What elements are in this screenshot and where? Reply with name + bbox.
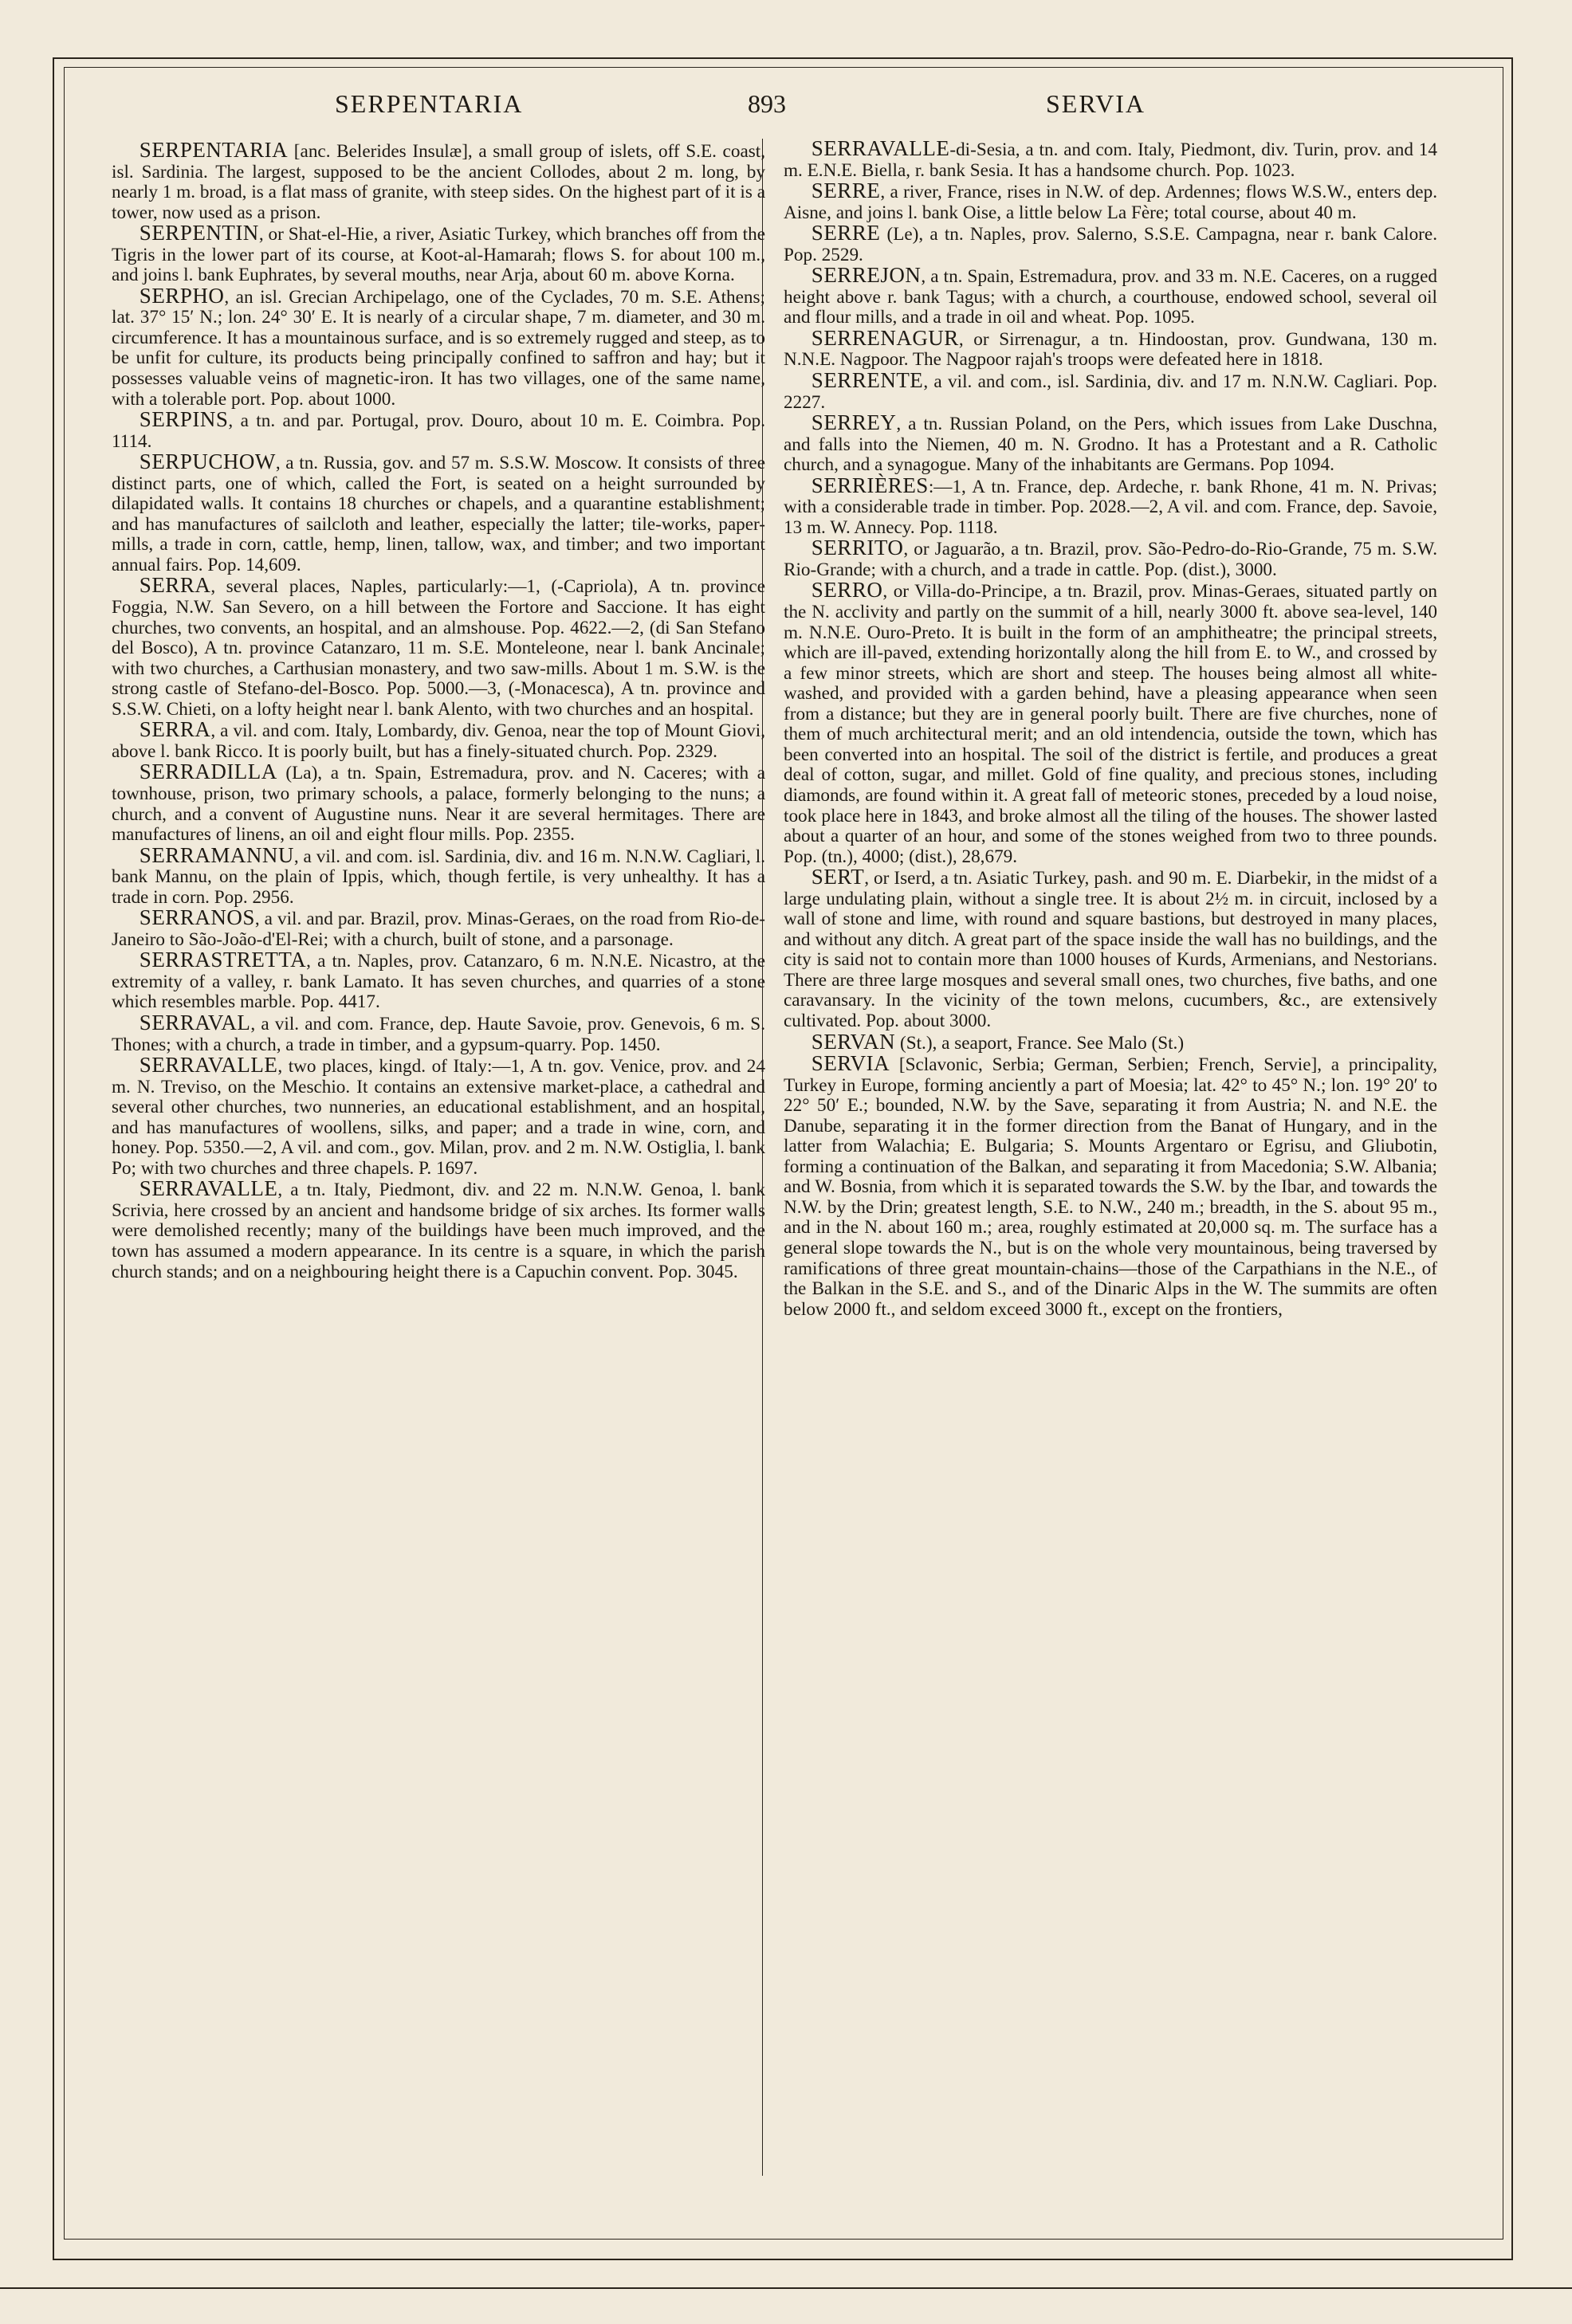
entry-headword: SERRAVALLE — [811, 136, 950, 160]
gazetteer-entry — [112, 283, 765, 410]
entry-text: , a tn. Italy, Piedmont, div. and 22 m. N.N.W. Genoa, l. bank Scrivia, here crossed by an ancient and handsome bridge of six arches. Its former walls were demolished recently; many of the buildings have been much improved, and the town has assumed a modern appearance. In its centre is a square, in which the parish church stands; and on a neighbouring height there is a Capuchin convent. Pop. 3045. — [112, 1180, 765, 1282]
entry-headword: SERRE — [811, 221, 881, 245]
entry-headword: SERRENTE — [811, 368, 924, 393]
entry-headword: SERREY — [811, 410, 897, 435]
entry-headword: SERPUCHOW — [139, 449, 276, 474]
entry-headword: SERRA — [139, 573, 211, 598]
gazetteer-entry — [784, 867, 1437, 1031]
entry-headword: SERRITO — [811, 536, 904, 560]
entry-headword: SERRIÈRES — [811, 473, 929, 497]
entry-headword: SERPENTIN — [139, 221, 259, 245]
entry-text: , or Shat-el-Hie, a river, Asiatic Turkey, which branches off from the Tigris in the lower part of its course, at Koot-al-Hamarah; flows S. for about 100 m., and joins l. bank Euphrates, by several mouths, near Arja, about 60 m. above Korna. — [112, 224, 765, 286]
entry-text: , a vil. and com. Italy, Lombardy, div. Genoa, near the top of Mount Giovi, above l. bank Ricco. It is poorly built, but has a finely-situated church. Pop. 2329. — [112, 720, 765, 762]
entry-text: , a vil. and com., isl. Sardinia, div. and 17 m. N.N.W. Cagliari. Pop. 2227. — [784, 371, 1437, 413]
entry-text: , an isl. Grecian Archipelago, one of the Cyclades, 70 m. S.E. Athens; lat. 37° 15′ N.; lon. 24° 30′ E. It is nearly of a circular shape, 7 m. diameter, and 30 m. circumference. It has a mountainous surface, and is so extremely rugged and steep, as to be unfit for culture, its products being principally confined to saffron and hay; but it possesses valuable veins of magnetic-iron. It has two villages, one of the same name, with a tolerable port. Pop. about 1000. — [112, 286, 765, 410]
entry-text: , or Iserd, a tn. Asiatic Turkey, pash. and 90 m. E. Diarbekir, in the midst of a large undulating plain, without a single tree. It is about 2½ m. in circuit, inclosed by a wall of stone and lime, with round and square bastions, but destroyed in many places, and without any ditch. A great part of the space inside the wall has no buildings, and the city is said not to contain more than 1000 houses of Kurds, Armenians, and Nestorians. There are three large mosques and several small ones, two churches, five baths, and one caravansary. In the vicinity of the town melons, cucumbers, &c., are extensively cultivated. Pop. about 3000. — [784, 868, 1437, 1031]
entry-headword: SERT — [811, 865, 865, 889]
gazetteer-entry — [112, 1010, 765, 1055]
entry-text: , a tn. Russia, gov. and 57 m. S.S.W. Moscow. It consists of three distinct parts, one of which, called the Fort, is seated on a height surrounded by dilapidated walls. It contains 18 churches or chapels, and a quarantine establishment; and has manufactures of sailcloth and leather, especially the latter; tile-works, paper-mills, a trade in corn, cattle, hemp, linen, tallow, wax, and timber; and two important annual fairs. Pop. 14,609. — [112, 453, 765, 575]
gazetteer-entry — [784, 1051, 1437, 1320]
entry-text: , a vil. and par. Brazil, prov. Minas-Geraes, on the road from Rio-de-Janeiro to São-João-d'El-Rei; with a church, built of stone, and a parsonage. — [112, 909, 765, 950]
left-guide-word: SERPENTARIA — [335, 89, 524, 118]
entry-headword: SERRAMANNU — [139, 842, 294, 867]
gazetteer-entry — [784, 223, 1437, 265]
entry-headword: SERRA — [139, 717, 211, 742]
running-head — [0, 89, 1572, 129]
gazetteer-entry — [784, 1029, 1437, 1054]
entry-headword: SERRAVALLE — [139, 1053, 278, 1078]
gazetteer-entry — [112, 223, 765, 286]
gazetteer-entry — [112, 140, 765, 223]
left-column — [112, 140, 765, 1282]
entry-text: , a river, France, rises in N.W. of dep. Ardennes; flows W.S.W., enters dep. Aisne, and joins l. bank Oise, a little below La Fère; total course, about 40 m. — [784, 182, 1437, 223]
entry-text: (La), a tn. Spain, Estremadura, prov. and N. Caceres; with a townhouse, prison, two primary schools, a palace, formerly belonging to the nuns; a church, and a convent of Augustine nuns. Near it are several hermitages. There are manufactures of linens, an oil and eight flour mills. Pop. 2355. — [112, 763, 765, 846]
gazetteer-entry — [784, 325, 1437, 371]
entry-text: (Le), a tn. Naples, prov. Salerno, S.S.E. Campagna, near r. bank Calore. Pop. 2529. — [784, 224, 1437, 265]
entry-text: , a tn. Spain, Estremadura, prov. and 33 m. N.E. Caceres, on a rugged height above r. bank Tagus; with a church, a courthouse, endowed school, several oil and flour mills, and a trade in oil and wheat. Pop. 1095. — [784, 266, 1437, 328]
entry-text: , a vil. and com. isl. Sardinia, div. and 16 m. N.N.W. Cagliari, l. bank Mannu, on the plain of Ippis, which, though fertile, is very unhealthy. It has a trade in corn. Pop. 2956. — [112, 846, 765, 908]
entry-headword: SERRASTRETTA — [139, 948, 307, 972]
right-column — [784, 136, 1437, 1320]
gazetteer-entry — [112, 449, 765, 575]
bottom-rule — [0, 2287, 1572, 2289]
entry-text: [anc. Belerides Insulæ], a small group of islets, off S.E. coast, isl. Sardinia. The largest, supposed to be the ancient Collodes, about 2 m. long, by nearly 1 m. broad, is a flat mass of granite, with steep sides. On the highest part of it is a tower, now used as a prison. — [112, 141, 765, 223]
entry-text: , a vil. and com. France, dep. Haute Savoie, prov. Genevois, 6 m. S. Thones; with a church, a trade in timber, and a gypsum-quarry. Pop. 1450. — [112, 1013, 765, 1055]
gazetteer-entry — [112, 575, 765, 720]
gazetteer-entry — [112, 1055, 765, 1179]
entry-text: (St.), a seaport, France. See Malo (St.) — [895, 1032, 1185, 1054]
entry-text: , or Villa-do-Principe, a tn. Brazil, prov. Minas-Geraes, situated partly on the N. acclivity and partly on the summit of a hill, nearly 3000 ft. above sea-level, 140 m. N.N.E. Ouro-Preto. It is built in the form of an amphitheatre; the principal streets, which are ill-paved, extending horizontally along the hill from E. to W., and crossed by a few minor streets, which are short and steep. The houses being almost all white-washed, and provided with a garden behind, have a pleasing appearance when seen from a distance; but they are in general poorly built. There are five churches, none of them of much architectural merit; and an old intendencia, outside the town, which has been converted into an hospital. The soil of the district is fertile, and produces a great deal of cotton, sugar, and millet. Gold of fine quality, and precious stones, including diamonds, are found within it. A great fall of meteoric stones, preceded by a loud noise, took place here in 1843, and broke almost all the tiling of the houses. The shower lasted about a quarter of an hour, and some of the stones weighed from two to three pounds. Pop. (tn.), 4000; (dist.), 28,679. — [784, 581, 1437, 867]
entry-text: -di-Sesia, a tn. and com. Italy, Piedmont, div. Turin, prov. and 14 m. E.N.E. Biella, r. bank Sesia. It has a handsome church. Pop. 1023. — [784, 139, 1437, 181]
gazetteer-entry — [784, 473, 1437, 539]
gazetteer-entry — [784, 181, 1437, 223]
gazetteer-entry — [784, 580, 1437, 867]
entry-text: [Sclavonic, Serbia; German, Serbien; French, Servie], a principality, Turkey in Europe, forming anciently a part of Moesia; lat. 42° to 45° N.; lon. 19° 20′ to 22° 50′ E.; bounded, N.W. by the Save, separating it from Austria; N. and N.E. the Danube, separating it in the former direction from the Banat of Hungary, and in the latter from Walachia; E. Bulgaria; S. Mounts Argentaro or Egrisu, and Gliubotin, forming a continuation of the Balkan, and separating it from Macedonia; S.W. Albania; and W. Bosnia, from which it is separated towards the S.W. by the Ibar, and towards the N.W. by the Drin; greatest length, S.E. to N.W., 240 m.; breadth, in the S. about 95 m., and in the N. about 160 m.; area, roughly estimated at 20,000 sq. m. The surface has a general slope towards the N., but is on the whole very mountainous, being traversed by ramifications of three great mountain-chains—those of the Carpathians in the N.E., of the Balkan in the S.E. and S., and of the Dinaric Alps in the W. The summits are often below 2000 ft., and seldom exceed 3000 ft., except on the frontiers, — [784, 1054, 1437, 1320]
gazetteer-entry — [112, 717, 765, 762]
gazetteer-entry — [112, 1176, 765, 1282]
entry-text: , two places, kingd. of Italy:—1, A tn. gov. Venice, prov. and 24 m. N. Treviso, on the Meschio. It contains an extensive market-place, a cathedral and several other churches, two nunneries, an educational establishment, and an hospital, and has manufactures of woollens, silks, and paper; and a trade in wine, corn, and honey. Pop. 5350.—2, A vil. and com., gov. Milan, prov. and 2 m. N.W. Ostiglia, l. bank Po; with two churches and three chapels. P. 1697. — [112, 1056, 765, 1179]
gazetteer-entry — [784, 265, 1437, 328]
entry-headword: SERPINS — [139, 407, 229, 432]
entry-headword: SERRO — [811, 578, 883, 603]
entry-headword: SERRE — [811, 179, 881, 203]
gazetteer-entry — [112, 842, 765, 909]
entry-text: , a tn. Naples, prov. Catanzaro, 6 m. N.N.E. Nicastro, at the extremity of a valley, r. bank Lamato. It has seven churches, and quarries of a stone which resembles marble. Pop. 4417. — [112, 951, 765, 1013]
entry-text: :—1, A tn. France, dep. Ardeche, r. bank Rhone, 41 m. N. Privas; with a considerable trade in timber. Pop. 2028.—2, A vil. and com. France, dep. Savoie, 13 m. W. Annecy. Pop. 1118. — [784, 476, 1437, 538]
gazetteer-entry — [784, 368, 1437, 413]
right-guide-word: SERVIA — [1046, 89, 1146, 118]
gazetteer-entry — [112, 407, 765, 452]
entry-headword: SERVAN — [811, 1029, 896, 1054]
gazetteer-entry — [112, 905, 765, 950]
entry-text: , a tn. and par. Portugal, prov. Douro, about 10 m. E. Coimbra. Pop. 1114. — [112, 410, 765, 452]
gazetteer-entry — [112, 762, 765, 845]
gazetteer-entry — [784, 136, 1437, 181]
entry-headword: SERRAVAL — [139, 1010, 251, 1034]
entry-text: , or Sirrenagur, a tn. Hindoostan, prov. Gundwana, 130 m. N.N.E. Nagpoor. The Nagpoor rajah's troops were defeated here in 1818. — [784, 328, 1437, 371]
entry-headword: SERPHO — [139, 283, 225, 308]
entry-text: , or Jaguarão, a tn. Brazil, prov. São-Pedro-do-Rio-Grande, 75 m. S.W. Rio-Grande; with a church, and a trade in cattle. Pop. (dist.), 3000. — [784, 539, 1437, 580]
gazetteer-entry — [784, 410, 1437, 476]
entry-headword: SERVIA — [811, 1051, 890, 1076]
entry-headword: SERPENTARIA — [139, 138, 289, 162]
entry-headword: SERRAVALLE — [139, 1176, 278, 1201]
entry-text: , a tn. Russian Poland, on the Pers, which issues from Lake Duschna, and falls into the Niemen, 40 m. N. Grodno. It has a Protestant and a R. Catholic church, and a synagogue. Many of the inhabitants are Germans. Pop 1094. — [784, 414, 1437, 476]
entry-headword: SERREJON — [811, 263, 922, 288]
entry-headword: SERRENAGUR — [811, 325, 959, 350]
entry-headword: SERRADILLA — [139, 760, 277, 784]
gazetteer-entry — [784, 538, 1437, 580]
page-number: 893 — [748, 89, 786, 118]
gazetteer-entry — [112, 950, 765, 1013]
entry-text: , several places, Naples, particularly:—1, (-Capriola), A tn. province Foggia, N.W. San Severo, on a hill between the Fortore and Saccione. It has eight churches, two convents, an hospital, and an almshouse. Pop. 4622.—2, (di San Stefano del Bosco), A tn. province Catanzaro, 11 m. S.E. Monteleone, near l. bank Ancinale; with two churches, a Carthusian monastery, and two saw-mills. About 1 m. S.W. is the strong castle of Stefano-del-Bosco. Pop. 5000.—3, (-Monacesca), A tn. province and S.S.W. Chieti, on a lofty height near l. bank Alento, with two churches and an hospital. — [112, 576, 765, 720]
entry-headword: SERRANOS — [139, 905, 255, 930]
